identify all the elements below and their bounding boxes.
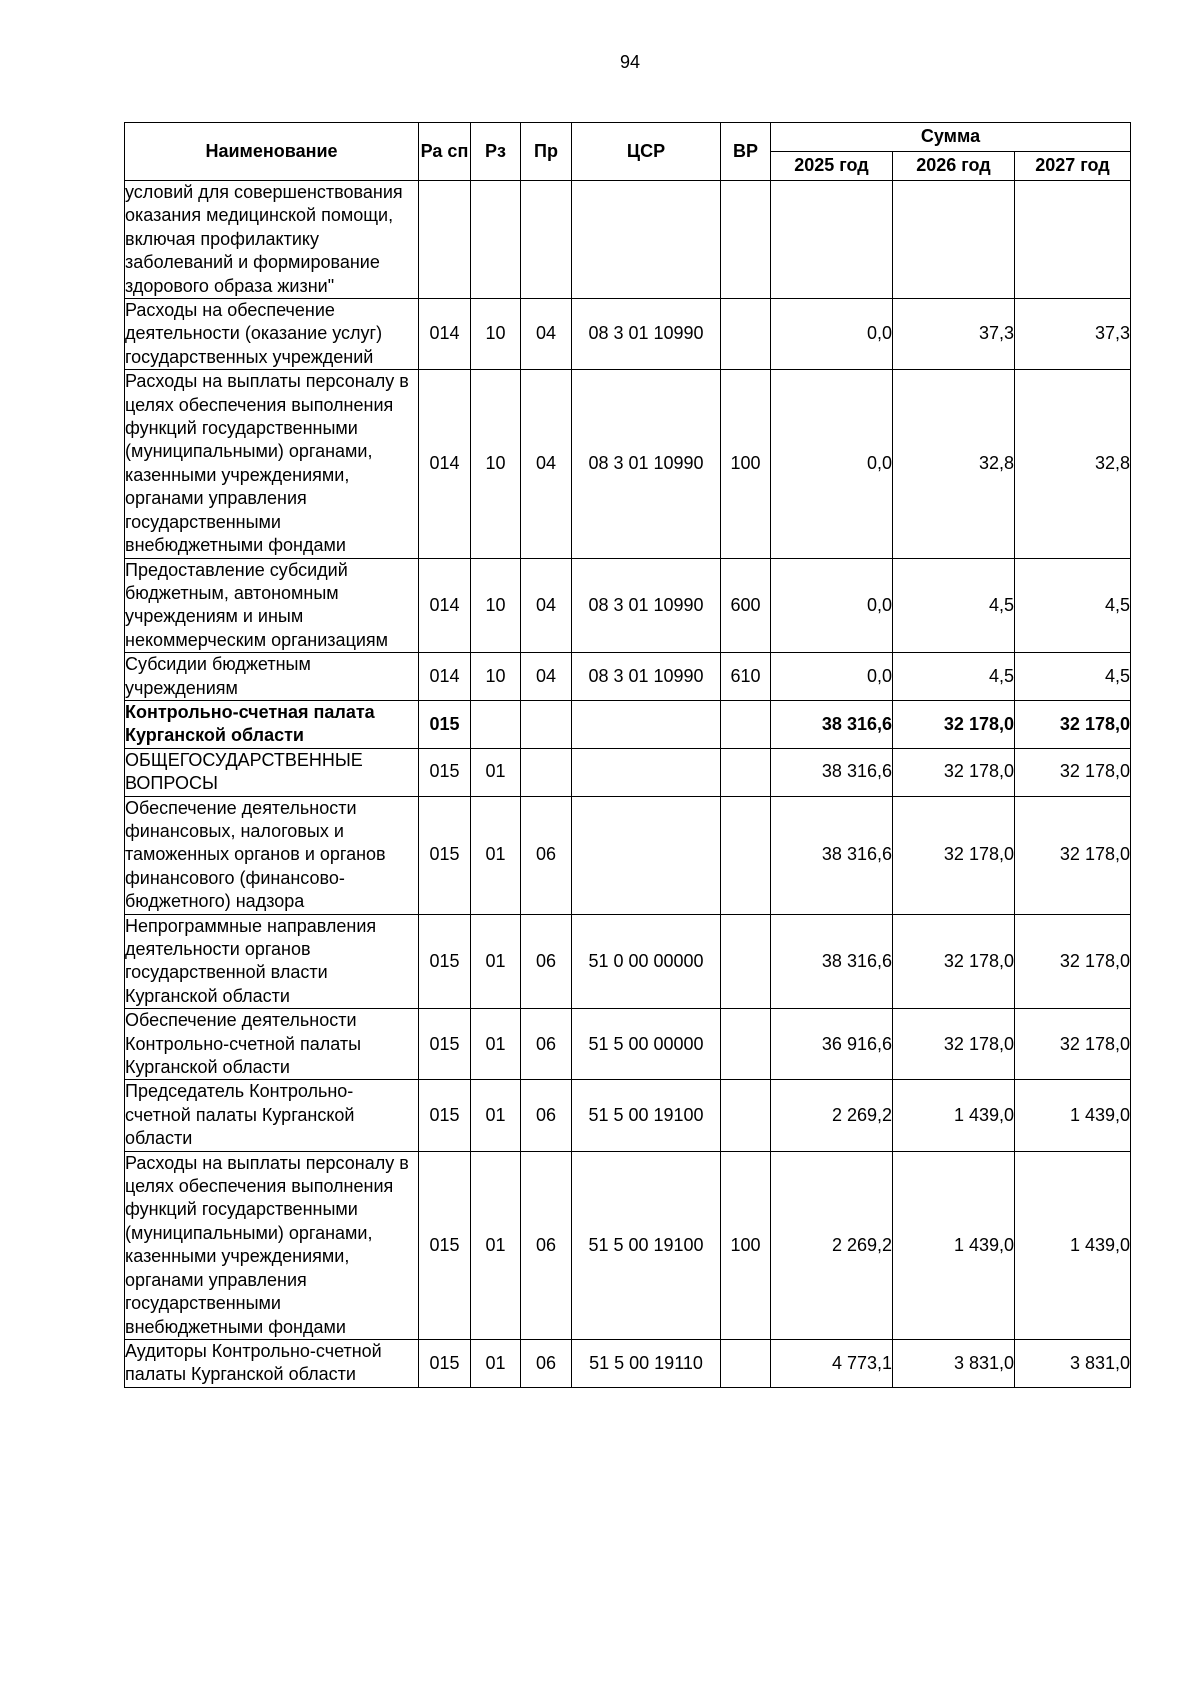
row-rasp-cell: 015 bbox=[419, 1151, 471, 1339]
table-header bbox=[125, 123, 1131, 181]
header-pr: Пр bbox=[521, 123, 572, 181]
row-vr-cell bbox=[721, 914, 771, 1009]
row-name-cell: условий для совершенствования оказания медицинской помощи, включая профилактику заболеваний и формирование здорового образа жизни" bbox=[125, 181, 419, 299]
header-rz: Рз bbox=[471, 123, 521, 181]
row-pr-cell bbox=[521, 181, 572, 299]
row-2026-cell: 1 439,0 bbox=[893, 1080, 1015, 1151]
row-2026-cell: 32 178,0 bbox=[893, 914, 1015, 1009]
table-row bbox=[125, 700, 1131, 748]
row-2025-cell: 4 773,1 bbox=[771, 1339, 893, 1387]
row-pr-cell: 04 bbox=[521, 299, 572, 370]
row-pr-cell: 06 bbox=[521, 1080, 572, 1151]
row-rasp-cell: 014 bbox=[419, 558, 471, 653]
row-csr-cell: 51 5 00 19110 bbox=[572, 1339, 721, 1387]
row-rasp-cell: 015 bbox=[419, 1009, 471, 1080]
header-name: Наименование bbox=[125, 123, 419, 181]
table-row bbox=[125, 181, 1131, 299]
row-vr-cell bbox=[721, 299, 771, 370]
row-name-cell: Субсидии бюджетным учреждениям bbox=[125, 653, 419, 701]
row-2027-cell: 32 178,0 bbox=[1015, 700, 1131, 748]
row-csr-cell bbox=[572, 796, 721, 914]
row-pr-cell: 04 bbox=[521, 653, 572, 701]
row-name-cell: Предоставление субсидий бюджетным, автономным учреждениям и иным некоммерческим организациям bbox=[125, 558, 419, 653]
row-2025-cell: 38 316,6 bbox=[771, 796, 893, 914]
row-2027-cell bbox=[1015, 181, 1131, 299]
row-2025-cell: 38 316,6 bbox=[771, 700, 893, 748]
row-2025-cell bbox=[771, 181, 893, 299]
row-rasp-cell: 014 bbox=[419, 299, 471, 370]
row-rasp-cell: 015 bbox=[419, 1339, 471, 1387]
row-name-cell: Аудиторы Контрольно-счетной палаты Курганской области bbox=[125, 1339, 419, 1387]
row-csr-cell: 51 5 00 00000 bbox=[572, 1009, 721, 1080]
table-row bbox=[125, 1339, 1131, 1387]
row-2027-cell: 4,5 bbox=[1015, 558, 1131, 653]
row-rasp-cell: 015 bbox=[419, 748, 471, 796]
row-pr-cell: 04 bbox=[521, 370, 572, 558]
row-2025-cell: 38 316,6 bbox=[771, 914, 893, 1009]
row-rz-cell: 01 bbox=[471, 1009, 521, 1080]
table-row bbox=[125, 370, 1131, 558]
table-row bbox=[125, 1080, 1131, 1151]
row-name-cell: Обеспечение деятельности Контрольно-счетной палаты Курганской области bbox=[125, 1009, 419, 1080]
header-sum: Сумма bbox=[771, 123, 1131, 152]
row-pr-cell: 06 bbox=[521, 914, 572, 1009]
row-name-cell: ОБЩЕГОСУДАРСТВЕННЫЕ ВОПРОСЫ bbox=[125, 748, 419, 796]
row-2025-cell: 2 269,2 bbox=[771, 1080, 893, 1151]
row-2026-cell: 4,5 bbox=[893, 558, 1015, 653]
row-2025-cell: 0,0 bbox=[771, 370, 893, 558]
row-name-cell: Председатель Контрольно-счетной палаты Курганской области bbox=[125, 1080, 419, 1151]
row-rz-cell: 01 bbox=[471, 748, 521, 796]
row-2027-cell: 4,5 bbox=[1015, 653, 1131, 701]
row-pr-cell: 06 bbox=[521, 1339, 572, 1387]
header-csr: ЦСР bbox=[572, 123, 721, 181]
row-pr-cell: 04 bbox=[521, 558, 572, 653]
row-2025-cell: 36 916,6 bbox=[771, 1009, 893, 1080]
header-year-2027: 2027 год bbox=[1015, 152, 1131, 181]
row-2027-cell: 1 439,0 bbox=[1015, 1151, 1131, 1339]
row-csr-cell: 51 0 00 00000 bbox=[572, 914, 721, 1009]
row-rz-cell: 10 bbox=[471, 370, 521, 558]
row-rasp-cell: 015 bbox=[419, 1080, 471, 1151]
row-csr-cell: 08 3 01 10990 bbox=[572, 370, 721, 558]
row-2026-cell: 4,5 bbox=[893, 653, 1015, 701]
row-rz-cell bbox=[471, 181, 521, 299]
row-rz-cell: 10 bbox=[471, 299, 521, 370]
row-vr-cell bbox=[721, 181, 771, 299]
row-2027-cell: 32 178,0 bbox=[1015, 796, 1131, 914]
row-csr-cell: 51 5 00 19100 bbox=[572, 1080, 721, 1151]
row-vr-cell: 100 bbox=[721, 1151, 771, 1339]
row-rasp-cell bbox=[419, 181, 471, 299]
row-2026-cell: 37,3 bbox=[893, 299, 1015, 370]
row-pr-cell bbox=[521, 748, 572, 796]
row-2027-cell: 32,8 bbox=[1015, 370, 1131, 558]
row-name-cell: Непрограммные направления деятельности органов государственной власти Курганской области bbox=[125, 914, 419, 1009]
table-row bbox=[125, 558, 1131, 653]
row-2026-cell: 32 178,0 bbox=[893, 796, 1015, 914]
row-pr-cell bbox=[521, 700, 572, 748]
row-2025-cell: 0,0 bbox=[771, 558, 893, 653]
table-row bbox=[125, 796, 1131, 914]
row-2026-cell: 3 831,0 bbox=[893, 1339, 1015, 1387]
row-rasp-cell: 014 bbox=[419, 653, 471, 701]
row-2025-cell: 2 269,2 bbox=[771, 1151, 893, 1339]
page-number: 94 bbox=[619, 52, 641, 72]
row-pr-cell: 06 bbox=[521, 1009, 572, 1080]
row-rz-cell: 10 bbox=[471, 653, 521, 701]
row-2026-cell bbox=[893, 181, 1015, 299]
row-rz-cell: 01 bbox=[471, 914, 521, 1009]
row-2027-cell: 32 178,0 bbox=[1015, 748, 1131, 796]
row-rasp-cell: 014 bbox=[419, 370, 471, 558]
row-2027-cell: 3 831,0 bbox=[1015, 1339, 1131, 1387]
row-rz-cell: 01 bbox=[471, 1151, 521, 1339]
row-csr-cell bbox=[572, 700, 721, 748]
table-row bbox=[125, 748, 1131, 796]
row-2027-cell: 1 439,0 bbox=[1015, 1080, 1131, 1151]
table-row bbox=[125, 653, 1131, 701]
row-vr-cell bbox=[721, 1080, 771, 1151]
row-name-cell: Обеспечение деятельности финансовых, налоговых и таможенных органов и органов финансового (финансово-бюджетного) надзора bbox=[125, 796, 419, 914]
row-rz-cell: 10 bbox=[471, 558, 521, 653]
row-name-cell: Расходы на выплаты персоналу в целях обеспечения выполнения функций государственными (муниципальными) органами, казенными учреждениями, органами управления государственными внебюджетными фондами bbox=[125, 370, 419, 558]
row-name-cell: Расходы на обеспечение деятельности (оказание услуг) государственных учреждений bbox=[125, 299, 419, 370]
row-csr-cell bbox=[572, 748, 721, 796]
row-2025-cell: 0,0 bbox=[771, 299, 893, 370]
row-2026-cell: 32 178,0 bbox=[893, 700, 1015, 748]
row-csr-cell: 08 3 01 10990 bbox=[572, 653, 721, 701]
row-csr-cell: 08 3 01 10990 bbox=[572, 299, 721, 370]
row-2027-cell: 32 178,0 bbox=[1015, 914, 1131, 1009]
row-rasp-cell: 015 bbox=[419, 700, 471, 748]
row-2026-cell: 32,8 bbox=[893, 370, 1015, 558]
row-2026-cell: 32 178,0 bbox=[893, 748, 1015, 796]
row-pr-cell: 06 bbox=[521, 796, 572, 914]
row-2027-cell: 32 178,0 bbox=[1015, 1009, 1131, 1080]
row-rz-cell: 01 bbox=[471, 796, 521, 914]
row-vr-cell bbox=[721, 796, 771, 914]
row-rasp-cell: 015 bbox=[419, 914, 471, 1009]
header-year-2025: 2025 год bbox=[771, 152, 893, 181]
row-vr-cell bbox=[721, 1009, 771, 1080]
table-row bbox=[125, 1151, 1131, 1339]
row-2025-cell: 38 316,6 bbox=[771, 748, 893, 796]
row-rasp-cell: 015 bbox=[419, 796, 471, 914]
row-vr-cell: 100 bbox=[721, 370, 771, 558]
row-vr-cell: 600 bbox=[721, 558, 771, 653]
row-vr-cell: 610 bbox=[721, 653, 771, 701]
row-name-cell: Контрольно-счетная палата Курганской области bbox=[125, 700, 419, 748]
row-vr-cell bbox=[721, 700, 771, 748]
row-name-cell: Расходы на выплаты персоналу в целях обеспечения выполнения функций государственными (муниципальными) органами, казенными учреждениями, органами управления государственными внебюджетными фондами bbox=[125, 1151, 419, 1339]
table-row bbox=[125, 914, 1131, 1009]
table-row bbox=[125, 1009, 1131, 1080]
row-vr-cell bbox=[721, 748, 771, 796]
header-vr: ВР bbox=[721, 123, 771, 181]
budget-table bbox=[124, 122, 1131, 1388]
row-rz-cell: 01 bbox=[471, 1339, 521, 1387]
header-rasp: Ра сп bbox=[419, 123, 471, 181]
row-csr-cell bbox=[572, 181, 721, 299]
row-pr-cell: 06 bbox=[521, 1151, 572, 1339]
row-2026-cell: 1 439,0 bbox=[893, 1151, 1015, 1339]
row-csr-cell: 51 5 00 19100 bbox=[572, 1151, 721, 1339]
row-rz-cell bbox=[471, 700, 521, 748]
row-csr-cell: 08 3 01 10990 bbox=[572, 558, 721, 653]
row-2025-cell: 0,0 bbox=[771, 653, 893, 701]
table-row bbox=[125, 299, 1131, 370]
row-rz-cell: 01 bbox=[471, 1080, 521, 1151]
row-2027-cell: 37,3 bbox=[1015, 299, 1131, 370]
row-vr-cell bbox=[721, 1339, 771, 1387]
table-body bbox=[125, 181, 1131, 1388]
row-2026-cell: 32 178,0 bbox=[893, 1009, 1015, 1080]
header-year-2026: 2026 год bbox=[893, 152, 1015, 181]
